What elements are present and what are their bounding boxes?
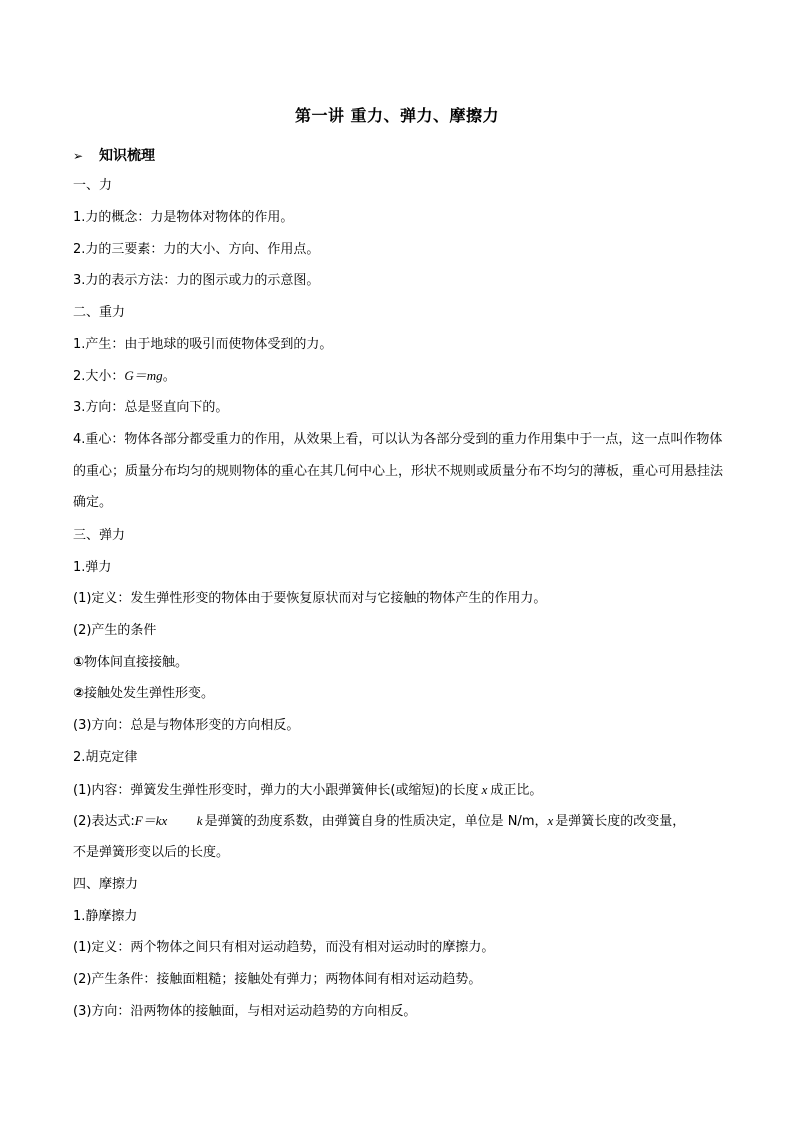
- heading-gravity: 二、重力: [73, 305, 126, 320]
- elastic-condition-1: [73, 655, 188, 671]
- elastic-subheading: 1.弹力: [73, 560, 112, 575]
- static-friction-definition: (1)定义：两个物体之间只有相对运动趋势，而没有相对运动时的摩擦力。: [73, 940, 495, 955]
- elastic-conditions: (2)产生的条件: [73, 623, 157, 638]
- page-title: 第一讲 重力、弹力、摩擦力: [294, 106, 500, 125]
- hooke-var-k: k: [196, 813, 203, 828]
- static-friction-subheading: 1.静摩擦力: [73, 909, 138, 924]
- elastic-definition: (1)定义：发生弹性形变的物体由于要恢复原状而对与它接触的物体产生的作用力。: [73, 591, 547, 606]
- hooke-expression-suffix: 是弹簧长度的改变量，: [555, 814, 686, 829]
- hooke-formula: F＝kx: [134, 813, 168, 828]
- elastic-condition-2: [73, 686, 214, 702]
- static-friction-conditions: (2)产生条件：接触面粗糙；接触处有弹力；两物体间有相对运动趋势。: [73, 972, 482, 987]
- circled-two-marker: ②: [73, 686, 85, 701]
- gravity-magnitude-suffix: 。: [162, 369, 176, 384]
- gravity-formula: G＝mg: [124, 368, 163, 383]
- hooke-var-x2: x: [547, 813, 554, 828]
- gravity-center: 4.重心：物体各部分都受重力的作用，从效果上看，可以认为各部分受到的重力作用集中于一点，这一点叫作物体的重心；质量分布均匀的规则物体的重心在其几何中心上，形状不规则或质量分布不均匀的薄板，重心可用悬挂法确定。: [73, 432, 724, 510]
- gravity-origin: 1.产生：由于地球的吸引而使物体受到的力。: [73, 337, 333, 352]
- heading-friction: 四、摩擦力: [73, 877, 139, 892]
- static-friction-direction: (3)方向：沿两物体的接触面，与相对运动趋势的方向相反。: [73, 1004, 417, 1019]
- hooke-content-text: (1)内容：弹簧发生弹性形变时，弹力的大小跟弹簧伸长(或缩短)的长度: [73, 783, 479, 798]
- condition-1-text: 物体间直接接触。: [84, 655, 189, 670]
- hooke-expression: [73, 813, 685, 830]
- hooke-content-suffix: 成正比。: [490, 783, 543, 798]
- section-heading: [73, 145, 155, 165]
- condition-2-text: 接触处发生弹性形变。: [84, 686, 215, 701]
- heading-elastic: 三、弹力: [73, 528, 126, 543]
- hooke-var-x: x: [481, 782, 488, 797]
- force-elements: 2.力的三要素：力的大小、方向、作用点。: [73, 242, 320, 257]
- force-representation: 3.力的表示方法：力的图示或力的示意图。: [73, 273, 320, 288]
- hooke-expression-label: (2)表达式:: [73, 814, 135, 829]
- hooke-subheading: 2.胡克定律: [73, 750, 138, 765]
- hooke-content: [73, 782, 542, 799]
- force-concept: 1.力的概念：力是物体对物体的作用。: [73, 210, 294, 225]
- gravity-direction: 3.方向：总是竖直向下的。: [73, 400, 229, 415]
- gravity-magnitude-label: 2.大小：: [73, 369, 125, 384]
- section-heading-label: 知识梳理: [99, 148, 155, 164]
- elastic-direction: (3)方向：总是与物体形变的方向相反。: [73, 718, 300, 733]
- circled-one-marker: ①: [73, 655, 85, 670]
- arrow-bullet-icon: ➢: [73, 149, 84, 163]
- hooke-expression-cont: 不是弹簧形变以后的长度。: [73, 845, 230, 860]
- gravity-magnitude: [73, 368, 176, 385]
- heading-force: 一、力: [73, 178, 113, 193]
- hooke-expression-text: 是弹簧的劲度系数，由弹簧自身的性质决定，单位是 N/m，: [204, 814, 548, 829]
